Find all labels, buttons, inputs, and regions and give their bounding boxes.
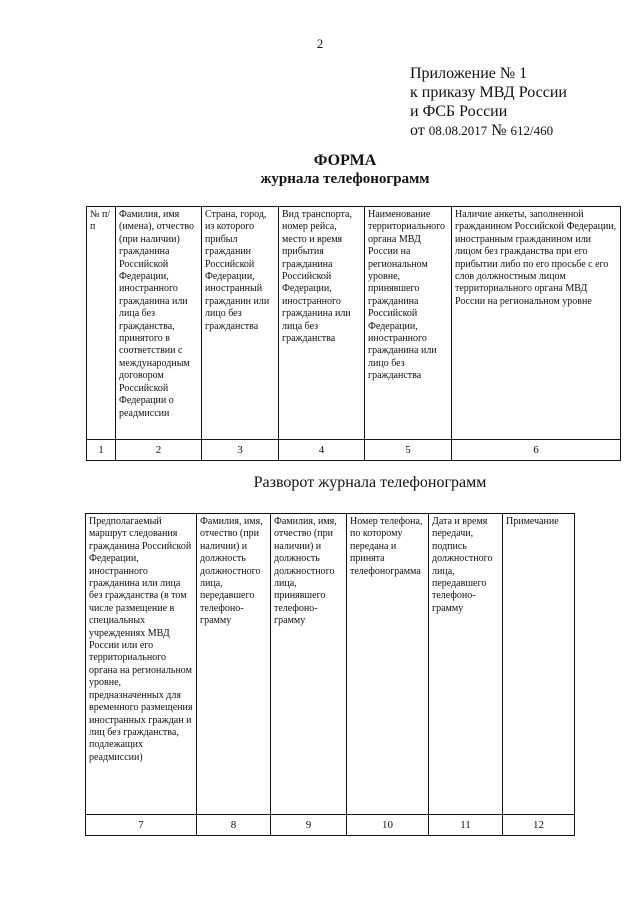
spread-table-header-row — [86, 514, 575, 815]
spread-header-cell: Фамилия, имя, отчество (при наличии) и должность должностного лица, принявшего телефоно-грамму — [271, 514, 347, 815]
spread-column-number: 8 — [197, 815, 271, 836]
spread-column-number: 9 — [271, 815, 347, 836]
form-subtitle: журнала телефонограмм — [260, 171, 430, 187]
appendix-line-3: и ФСБ России — [410, 103, 508, 120]
appendix-date-prefix: от — [410, 122, 425, 139]
spread-column-number: 10 — [347, 815, 429, 836]
journal-header-cell: № п/п — [87, 207, 116, 440]
journal-column-number: 1 — [87, 440, 116, 461]
spread-header-cell: Примечание — [503, 514, 575, 815]
journal-header-cell: Наименование территориального органа МВД России на региональном уровне, принявшего гражданина Российской Федерации, иностранного гражданина или лицо без гражданства — [365, 207, 452, 440]
journal-table-header-row — [87, 207, 621, 440]
journal-column-number: 3 — [202, 440, 279, 461]
spread-column-number: 12 — [503, 815, 575, 836]
journal-column-number: 4 — [279, 440, 365, 461]
journal-table-number-row — [87, 440, 621, 461]
appendix-date-line — [410, 121, 630, 140]
spread-column-number: 7 — [86, 815, 197, 836]
spread-title: Разворот журнала телефонограмм — [253, 474, 487, 491]
spread-header-cell: Номер телефона, по которому передана и принята телефонограмма — [347, 514, 429, 815]
appendix-number: 612/460 — [510, 123, 554, 138]
spread-header-cell: Дата и время передачи, подпись должностного лица, передавшего телефоно-грамму — [429, 514, 503, 815]
appendix-line-1: Приложение № 1 — [410, 65, 528, 82]
spread-header-cell: Предполагаемый маршрут следования гражданина Российской Федерации, иностранного гражданина или лица без гражданства (в том числе размещение в специальных учреждениях МВД России или его территориального органа на региональном уровне, предназначенных для временного размещения иностранных граждан и лиц без гражданства, подлежащих реадмиссии) — [86, 514, 197, 815]
appendix-block — [410, 64, 630, 140]
journal-header-cell: Вид транспорта, номер рейса, место и время прибытия гражданина Российской Федерации, иностранного гражданина или лица без гражданства — [279, 207, 365, 440]
journal-column-number: 5 — [365, 440, 452, 461]
form-title: ФОРМА — [313, 152, 377, 169]
journal-column-number: 2 — [116, 440, 202, 461]
appendix-number-sign: № — [491, 122, 507, 139]
journal-header-cell: Наличие анкеты, заполненной гражданином Российской Федерации, иностранным гражданином или лицом без гражданства при его прибытии либо по его просьбе с его слов должностным лицом территориального органа МВД России на региональном уровне — [452, 207, 621, 440]
spread-table-number-row — [86, 815, 575, 836]
journal-header-cell: Страна, город, из которого прибыл гражданин Российской Федерации, иностранный гражданин или лицо без гражданства — [202, 207, 279, 440]
spread-header-cell: Фамилия, имя, отчество (при наличии) и должность должностного лица, передавшего телефоно-грамму — [197, 514, 271, 815]
journal-header-cell: Фамилия, имя (имена), отчество (при наличии) гражданина Российской Федерации, иностранного гражданина или лица без гражданства, принятого в соответствии с международным договором Российской Федерации о реадмиссии — [116, 207, 202, 440]
appendix-date: 08.08.2017 — [428, 123, 488, 138]
page-number: 2 — [316, 36, 324, 51]
spread-column-number: 11 — [429, 815, 503, 836]
journal-column-number: 6 — [452, 440, 621, 461]
spread-table — [85, 513, 575, 836]
journal-table — [86, 206, 621, 461]
appendix-line-2: к приказу МВД России — [410, 84, 567, 101]
